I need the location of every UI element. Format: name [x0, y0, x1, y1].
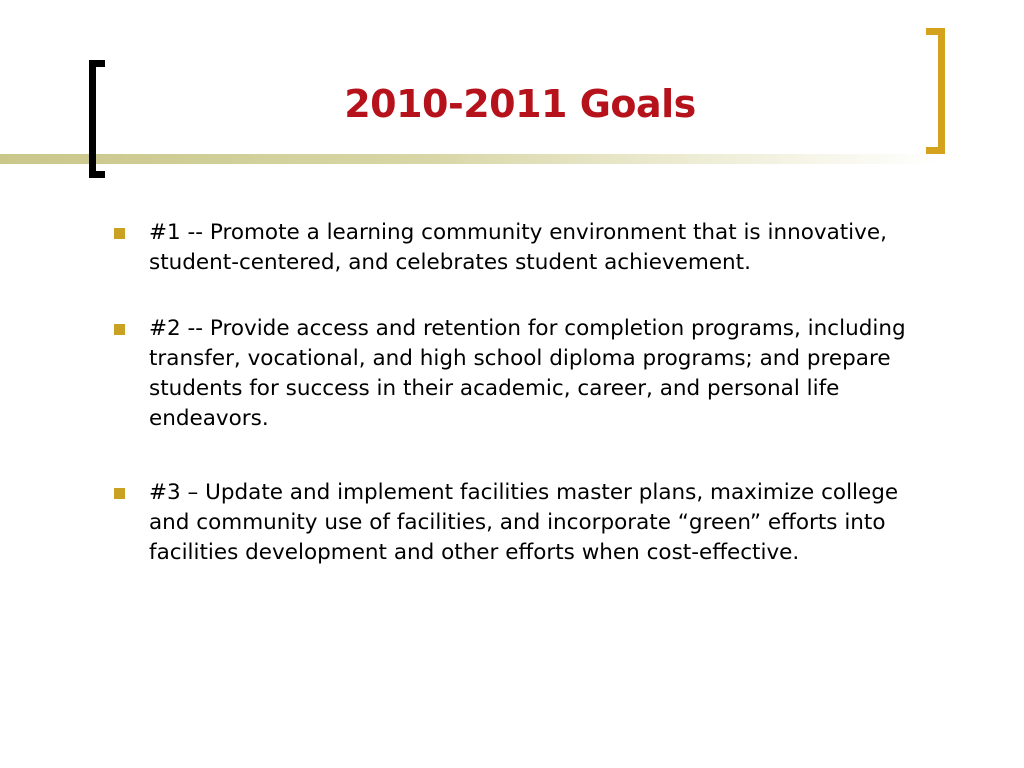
goal-text: #2 -- Provide access and retention for completion programs, including transfer, vocational, and high school diploma programs; and prepare students for success in their academic, career, and personal life endeavors.: [149, 316, 906, 431]
title-decorative-bar: [0, 154, 940, 164]
square-bullet-icon: [114, 228, 125, 239]
goals-list: [112, 218, 942, 568]
right-bracket-decoration: [926, 28, 945, 154]
goal-text: #3 – Update and implement facilities master plans, maximize college and community use of facilities, and incorporate “green” efforts into facilities development and other efforts when cost-effective.: [149, 480, 899, 565]
square-bullet-icon: [114, 488, 125, 499]
goal-item-2: [112, 314, 942, 434]
slide-title: 2010-2011 Goals: [344, 82, 696, 126]
goal-text: #1 -- Promote a learning community environment that is innovative, student-centered, and celebrates student achievement.: [149, 220, 887, 275]
left-bracket-decoration: [89, 60, 105, 178]
goal-item-3: [112, 478, 942, 568]
square-bullet-icon: [114, 324, 125, 335]
goal-item-1: [112, 218, 942, 278]
